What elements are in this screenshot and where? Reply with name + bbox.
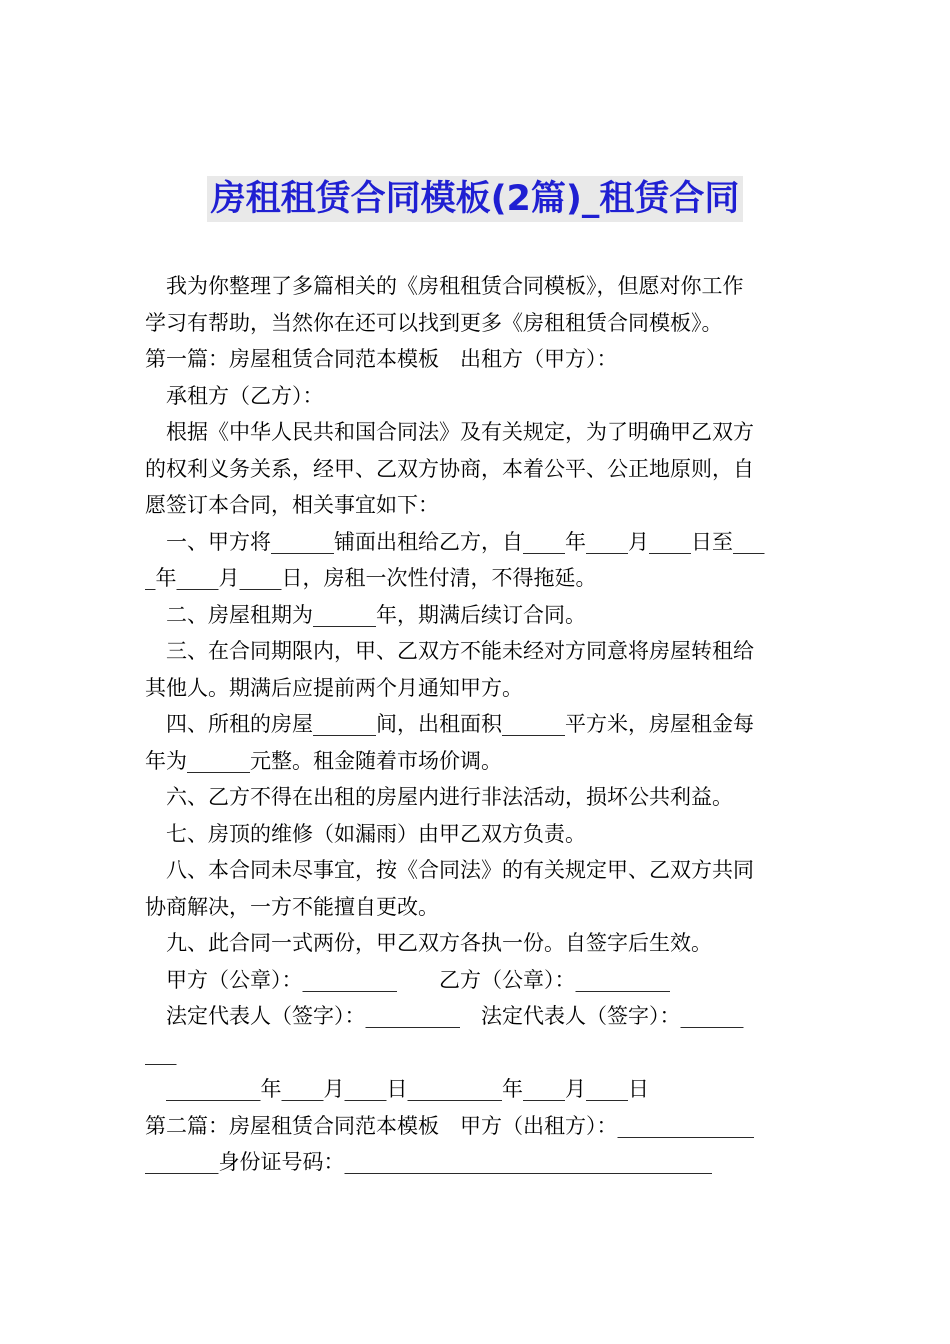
paragraph-line: 二、房屋租期为______年，期满后续订合同。 [166,602,586,627]
title-wrapper [0,176,950,222]
paragraph-line: 承租方（乙方）： [166,383,324,408]
paragraph-line: 学习有帮助，当然你在还可以找到更多《房租租赁合同模板》。 [145,310,723,335]
paragraph-line: 根据《中华人民共和国合同法》及有关规定，为了明确甲乙双方 [166,420,754,444]
paragraph-line: 一、甲方将______铺面出租给乙方，自____年____月____日至___ [166,529,765,554]
paragraph-line: 四、所租的房屋______间，出租面积______平方米，房屋租金每 [166,712,754,736]
document-body [145,268,810,1181]
paragraph-line: _________年____月____日_________年____月____日 [166,1077,649,1101]
paragraph-line: 的权利义务关系，经甲、乙双方协商，本着公平、公正地原则，自 [145,456,754,481]
paragraph-line: _年____月____日，房租一次性付清，不得拖延。 [145,566,597,590]
paragraph-line: 甲方（公章）：_________ 乙方（公章）：_________ [166,967,670,992]
paragraph-line: 九、此合同一式两份，甲乙双方各执一份。自签字后生效。 [166,931,712,955]
paragraph-line: 我为你整理了多篇相关的《房租租赁合同模板》，但愿对你工作 [166,274,744,298]
paragraph-line: ___ [145,1040,177,1065]
paragraph-line: 法定代表人（签字）：_________ 法定代表人（签字）：______ [166,1004,744,1028]
paragraph-line: 第一篇：房屋租赁合同范本模板 出租方（甲方）： [145,347,618,371]
paragraph-line: 第二篇：房屋租赁合同范本模板 甲方（出租方）：_____________ [145,1113,754,1138]
paragraph-line: 其他人。期满后应提前两个月通知甲方。 [145,675,523,700]
paragraph-line: 六、乙方不得在出租的房屋内进行非法活动，损坏公共利益。 [166,785,733,809]
paragraph-line: 七、房顶的维修（如漏雨）由甲乙双方负责。 [166,821,586,846]
paragraph-line: 三、在合同期限内，甲、乙双方不能未经对方同意将房屋转租给 [166,639,754,663]
paragraph-line: _______身份证号码：___________________________________ [145,1150,712,1174]
paragraph-line: 八、本合同未尽事宜，按《合同法》的有关规定甲、乙双方共同 [166,858,754,882]
paragraph-line: 年为______元整。租金随着市场价调。 [145,748,502,773]
document-title: 房租租赁合同模板(2篇)_租赁合同 [207,176,744,222]
paragraph-line: 愿签订本合同，相关事宜如下： [145,493,439,517]
paragraph-line: 协商解决，一方不能擅自更改。 [145,894,439,919]
